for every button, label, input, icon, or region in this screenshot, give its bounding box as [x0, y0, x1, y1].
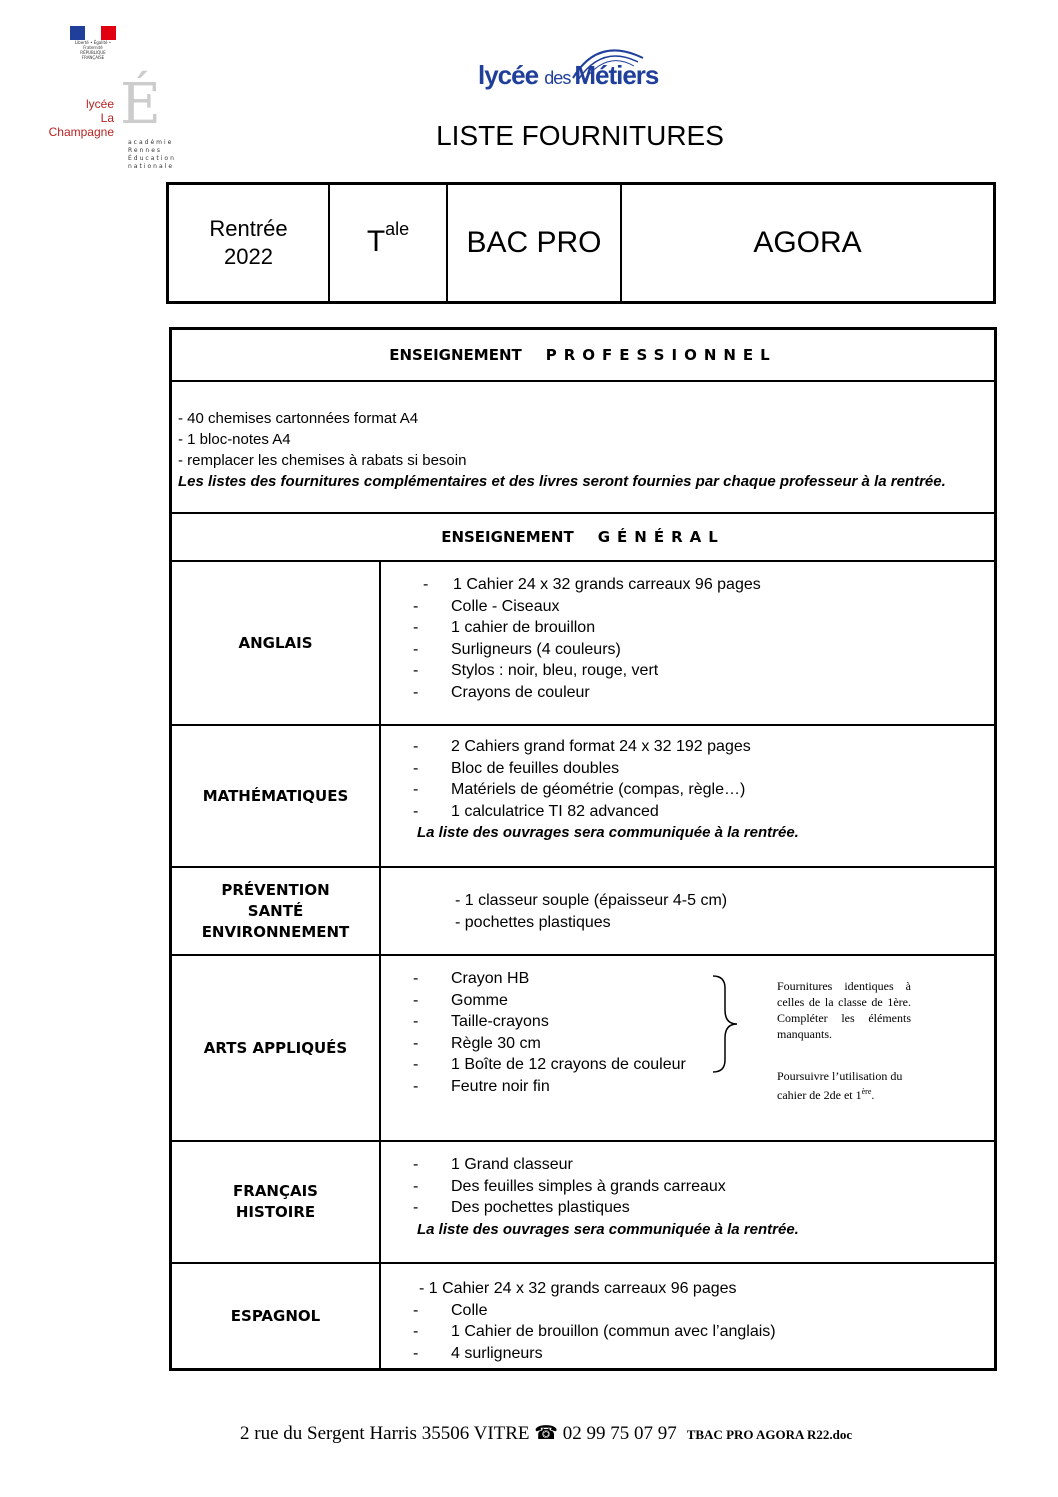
list-item: - remplacer les chemises à rabats si besoin [178, 452, 467, 469]
subject-row-arts-appliques [172, 956, 994, 1142]
subject-items [381, 726, 994, 866]
marianne-text: Liberté • Égalité • Fraternité RÉPUBLIQUE FRANÇAISE [74, 40, 112, 60]
list-item: - Bloc de feuilles doubles [413, 759, 620, 777]
footer-phone: 02 99 75 07 97 [557, 1423, 677, 1444]
list-item: - 1 cahier de brouillon [413, 619, 596, 636]
list-item: - 1 bloc-notes A4 [178, 431, 291, 448]
list-item: - Crayon HB [413, 970, 530, 987]
rentree-cell: Rentrée 2022 [169, 185, 330, 301]
subject-name: ANGLAIS [172, 562, 381, 724]
subject-row-espagnol [172, 1264, 994, 1368]
list-item: - pochettes plastiques [455, 913, 611, 931]
subject-row-anglais [172, 562, 994, 726]
list-item: - 1 classeur souple (épaisseur 4-5 cm) [455, 892, 728, 909]
list-item: - Règle 30 cm [413, 1034, 541, 1052]
professionnel-content [172, 382, 994, 514]
section-header-professionnel: ENSEIGNEMENT PROFESSIONNEL [172, 330, 994, 382]
list-item: - Crayons de couleur [413, 683, 590, 701]
arts-side-note: Fournitures identiques à celles de la classe de 1ère. Compléter les éléments manquants. [777, 979, 911, 1041]
list-item: - Feutre noir fin [413, 1077, 550, 1095]
marianne-logo [70, 26, 116, 60]
level-cell: T $^{ale}$ [330, 185, 448, 301]
lycee-logo-letter: É [120, 72, 161, 137]
subject-items [381, 1264, 994, 1368]
professionnel-note: Les listes des fournitures complémentaires et des livres seront fournies par chaque professeur à la rentrée. [178, 473, 946, 490]
header-table [166, 182, 996, 304]
section-header-general: ENSEIGNEMENT GÉNÉRAL [172, 514, 994, 562]
subject-name: MATHÉMATIQUES [172, 726, 381, 866]
list-item: - Matériels de géométrie (compas, règle…) [413, 781, 746, 798]
footer-address: 2 rue du Sergent Harris 35506 VITRE [240, 1423, 535, 1444]
list-item: - Taille-crayons [413, 1013, 549, 1030]
supplies-table [169, 327, 997, 1371]
list-item: - Colle [413, 1301, 488, 1319]
maths-note: La liste des ouvrages sera communiquée à la rentrée. [417, 824, 799, 841]
lycee-des-metiers-logo: lycée des Métiers [478, 38, 698, 98]
brace-icon [711, 974, 751, 1074]
list-item: - 40 chemises cartonnées format A4 [178, 410, 419, 427]
list-item: - 2 Cahiers grand format 24 x 32 192 pages [413, 738, 751, 755]
subject-name: ESPAGNOL [172, 1264, 381, 1368]
page-title: LISTE FOURNITURES [436, 120, 724, 151]
list-item: - 1 Grand classeur [413, 1156, 573, 1173]
list-item: - Des pochettes plastiques [413, 1199, 630, 1216]
list-item: - Stylos : noir, bleu, rouge, vert [413, 662, 659, 679]
subject-row-mathematiques [172, 726, 994, 868]
list-item: - Gomme [413, 991, 508, 1009]
subject-items [381, 956, 994, 1140]
subject-row-francais-histoire [172, 1142, 994, 1264]
list-item: - 1 Cahier 24 x 32 grands carreaux 96 pages [423, 576, 761, 593]
subject-name: PRÉVENTION SANTÉ ENVIRONNEMENT [172, 868, 381, 954]
subject-items [381, 1142, 994, 1262]
list-item: - 1 Boîte de 12 crayons de couleur [413, 1056, 686, 1073]
list-item: - 1 Cahier de brouillon (commun avec l’anglais) [413, 1323, 776, 1340]
section-cell: AGORA [753, 226, 862, 259]
french-flag-icon [70, 26, 116, 40]
subject-name: FRANÇAIS HISTOIRE [172, 1142, 381, 1262]
francais-note: La liste des ouvrages sera communiquée à la rentrée. [417, 1220, 799, 1238]
list-item: - Colle - Ciseaux [413, 597, 560, 615]
footer [240, 1422, 852, 1445]
subject-items [381, 868, 994, 954]
list-item: - 1 calculatrice TI 82 advanced [413, 802, 659, 820]
list-item: - 4 surligneurs [413, 1344, 543, 1362]
list-item: - Surligneurs (4 couleurs) [413, 640, 621, 658]
subject-items [381, 562, 994, 724]
subject-row-pse [172, 868, 994, 956]
arts-side-note-2: Poursuivre l’utilisation du cahier de 2de et 1ère. [777, 1069, 903, 1102]
lycee-logo-name: lycée La Champagne [48, 97, 114, 139]
document-reference: TBAC PRO AGORA R22.doc [686, 1427, 853, 1442]
subject-name: ARTS APPLIQUÉS [172, 956, 381, 1140]
academie-label: académie Rennes Éducation nationale [128, 139, 176, 170]
diploma-cell: BAC PRO [448, 185, 622, 301]
list-item: - Des feuilles simples à grands carreaux [413, 1177, 726, 1195]
list-item: - 1 Cahier 24 x 32 grands carreaux 96 pages [419, 1280, 737, 1297]
telephone-icon: ☎ [534, 1423, 558, 1444]
